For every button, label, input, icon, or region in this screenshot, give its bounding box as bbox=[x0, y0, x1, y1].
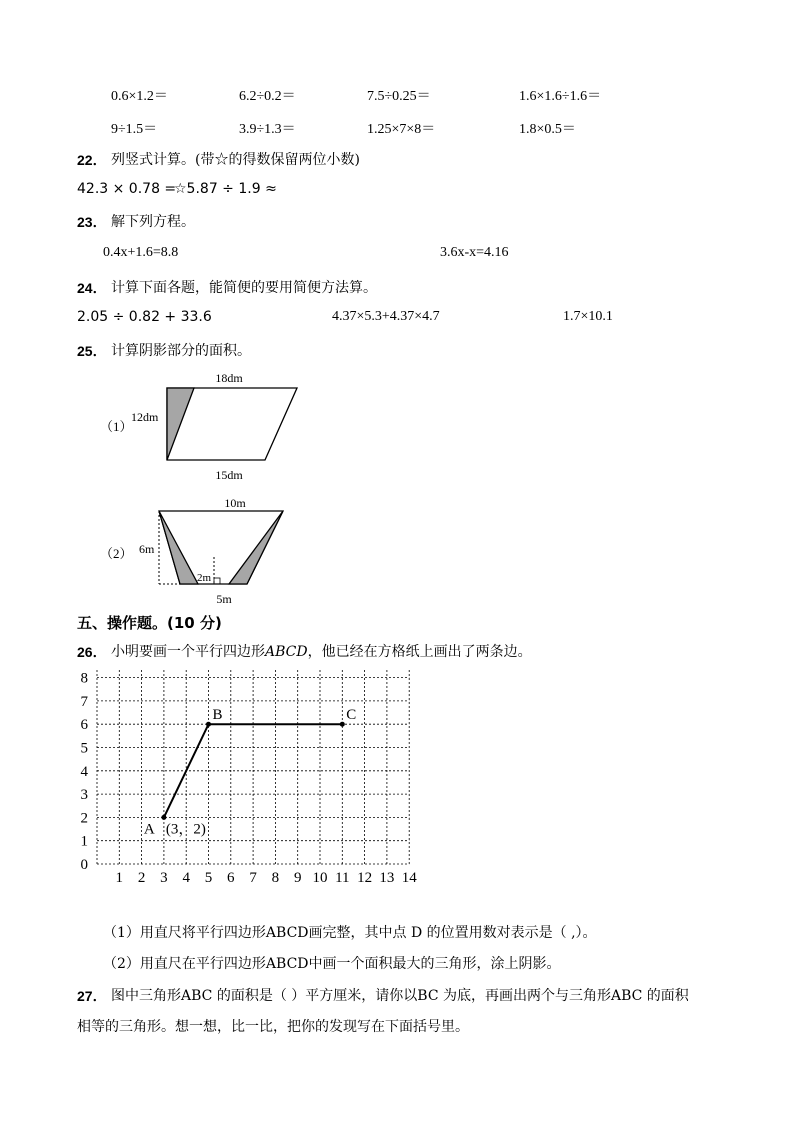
x-tick-label: 7 bbox=[249, 870, 257, 886]
label-bottom: 5m bbox=[216, 592, 232, 606]
expression: 4.37×5.3+4.37×4.7 bbox=[332, 309, 440, 324]
label-side: 12dm bbox=[131, 410, 159, 424]
y-tick-label: 4 bbox=[80, 763, 88, 780]
expression: 2.05 ÷ 0.82 + 33.6 bbox=[77, 309, 212, 325]
question-text: 小明要画一个平行四边形ABCD，他已经在方格纸上画出了两条边。 bbox=[111, 644, 532, 660]
y-tick-label: 1 bbox=[80, 833, 88, 850]
expression: 1.7×10.1 bbox=[563, 309, 613, 324]
point-a bbox=[161, 815, 166, 820]
y-tick-label: 7 bbox=[80, 693, 88, 710]
point-c bbox=[340, 722, 345, 727]
question-text: 列竖式计算。(带☆的得数保留两位小数) bbox=[111, 152, 360, 168]
question-text: 图中三角形ABC 的面积是（ ）平方厘米，请你以BC 为底，再画出两个与三角形ABC 的面积 bbox=[111, 988, 689, 1004]
x-tick-label: 9 bbox=[293, 870, 302, 886]
calc-item: 1.8×0.5＝ bbox=[519, 122, 576, 137]
figure-label: （1） bbox=[100, 419, 133, 434]
point-label-c: C bbox=[346, 707, 357, 724]
y-tick-label: 0 bbox=[80, 857, 88, 873]
coord-label-a: (3，2) bbox=[165, 821, 206, 838]
figure-label: （2） bbox=[100, 546, 133, 561]
calc-item: 6.2÷0.2＝ bbox=[239, 89, 296, 104]
sub-question: （2）用直尺在平行四边形ABCD中画一个面积最大的三角形，涂上阴影。 bbox=[103, 956, 561, 972]
expression: 42.3 × 0.78 = bbox=[77, 181, 177, 197]
point-label-a: A bbox=[143, 821, 155, 838]
question-text: 相等的三角形。想一想，比一比，把你的发现写在下面括号里。 bbox=[77, 1019, 469, 1035]
x-tick-label: 6 bbox=[227, 870, 235, 886]
label-top: 18dm bbox=[215, 371, 243, 385]
sub-question: （1）用直尺将平行四边形ABCD画完整，其中点 D 的位置用数对表示是（ ,）。 bbox=[103, 925, 597, 941]
point-label-b: B bbox=[212, 707, 223, 724]
parallelogram-figure bbox=[125, 368, 315, 488]
x-tick-label: 5 bbox=[204, 870, 213, 886]
equation: 0.4x+1.6=8.8 bbox=[103, 245, 179, 260]
label-inner: 2m bbox=[197, 572, 212, 584]
trapezoid-figure bbox=[135, 495, 295, 607]
coordinate-grid bbox=[70, 668, 430, 908]
question-number: 23． bbox=[77, 214, 107, 230]
question-number: 22． bbox=[77, 152, 107, 168]
shape-name: ABCD bbox=[265, 644, 308, 660]
calc-item: 7.5÷0.25＝ bbox=[367, 89, 431, 104]
expression: ☆5.87 ÷ 1.9 ≈ bbox=[174, 181, 277, 197]
calc-item: 9÷1.5＝ bbox=[111, 122, 158, 137]
label-side: 6m bbox=[139, 542, 155, 556]
point-b bbox=[206, 722, 211, 727]
x-tick-label: 3 bbox=[160, 870, 168, 886]
x-tick-label: 4 bbox=[182, 870, 190, 886]
question-number: 25． bbox=[77, 343, 107, 359]
label-bottom: 15dm bbox=[215, 468, 243, 482]
calc-item: 1.25×7×8＝ bbox=[367, 122, 436, 137]
x-tick-label: 10 bbox=[312, 870, 328, 886]
question-number: 26． bbox=[77, 644, 107, 660]
y-tick-label: 5 bbox=[80, 740, 88, 757]
x-tick-label: 2 bbox=[137, 870, 146, 886]
y-tick-label: 3 bbox=[80, 787, 88, 804]
calc-item: 3.9÷1.3＝ bbox=[239, 122, 296, 137]
calc-item: 1.6×1.6÷1.6＝ bbox=[519, 89, 602, 104]
x-tick-label: 12 bbox=[357, 870, 373, 886]
x-tick-label: 13 bbox=[379, 870, 395, 886]
question-text: 解下列方程。 bbox=[111, 214, 195, 230]
question-text: 计算下面各题，能简便的要用简便方法算。 bbox=[111, 280, 377, 296]
label-top: 10m bbox=[224, 496, 246, 510]
calc-item: 0.6×1.2＝ bbox=[111, 89, 168, 104]
x-tick-label: 14 bbox=[401, 870, 417, 886]
y-tick-label: 2 bbox=[80, 810, 88, 827]
x-tick-label: 11 bbox=[335, 870, 350, 886]
y-tick-label: 6 bbox=[80, 717, 88, 734]
x-tick-label: 8 bbox=[271, 870, 280, 886]
equation: 3.6x-x=4.16 bbox=[440, 245, 509, 260]
y-tick-label: 8 bbox=[80, 670, 88, 687]
question-number: 24． bbox=[77, 280, 107, 296]
section-heading: 五、操作题。(10 分) bbox=[77, 614, 222, 632]
x-tick-label: 1 bbox=[115, 870, 124, 886]
question-text: 计算阴影部分的面积。 bbox=[111, 343, 251, 359]
question-number: 27． bbox=[77, 988, 107, 1004]
